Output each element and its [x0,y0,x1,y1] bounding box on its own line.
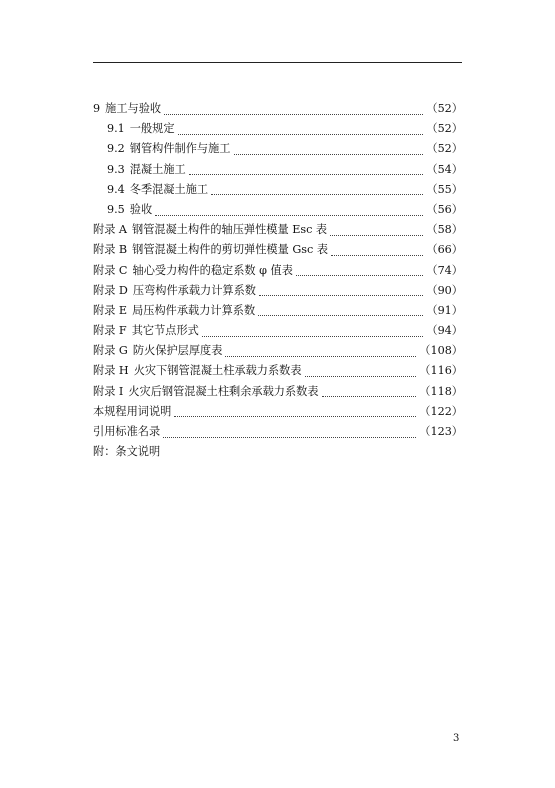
toc-entry-page: （118） [419,384,463,398]
toc-entry-appendix-h[interactable] [93,361,463,381]
toc-entry-title: 局压构件承载力计算系数 [132,303,256,317]
toc-entry-page: （54） [426,162,463,176]
toc-entry-number: 9.5 [107,202,125,216]
toc-entry-page: （55） [426,182,463,196]
toc-entry-title: 钢管混凝土构件的剪切弹性模量 Gsc 表 [132,243,329,257]
toc-entry-number: 附录 C [93,263,128,277]
toc-entry-title: 附：条文说明 [93,445,161,459]
toc-entry-title: 火灾下钢管混凝土柱承载力系数表 [133,364,302,378]
toc-entry-page: （108） [419,344,463,358]
toc-entry-page: （91） [426,303,463,317]
toc-entry-9-3[interactable] [93,160,463,180]
toc-entry-page: （74） [426,263,463,277]
toc-entry-number: 9.1 [107,122,125,136]
toc-entry-9[interactable] [93,99,463,119]
toc-entry-9-4[interactable] [93,180,463,200]
toc-leader-dots [258,303,423,316]
toc-entry-page: （94） [426,324,463,338]
toc-entry-title: 钢管构件制作与施工 [129,142,231,156]
toc-entry-appendix-e[interactable] [93,301,463,321]
toc-entry-number: 附录 I [93,384,124,398]
toc-entry-title: 一般规定 [129,122,175,136]
toc-leader-dots [155,203,423,216]
toc-entry-title: 验收 [129,202,153,216]
toc-leader-dots [174,404,416,417]
toc-entry-title: 引用标准名录 [93,425,161,438]
toc-leader-dots [202,324,424,337]
toc-entry-page: （116） [419,364,463,378]
toc-entry-appendix-d[interactable] [93,281,463,301]
toc-leader-dots [259,283,423,296]
toc-entry-number: 附录 F [93,324,127,338]
toc-entry-wording-explanation[interactable] [93,402,463,422]
toc-leader-dots [305,364,417,377]
toc-entry-title: 火灾后钢管混凝土柱剩余承载力系数表 [128,384,319,398]
toc-entry-number: 附录 A [93,223,128,237]
toc-entry-9-1[interactable] [93,119,463,139]
toc-entry-number: 附录 E [93,303,128,317]
toc-entry-appendix-a[interactable] [93,220,463,240]
toc-entry-page: （122） [419,404,463,418]
toc-leader-dots [163,425,416,438]
toc-entry-page: （52） [426,102,463,115]
table-of-contents [93,99,463,462]
toc-entry-9-5[interactable] [93,200,463,220]
toc-entry-page: （52） [426,142,463,156]
toc-entry-page: （52） [426,122,463,136]
toc-leader-dots [296,263,423,276]
toc-entry-appendix-g[interactable] [93,341,463,361]
toc-entry-title: 压弯构件承载力计算系数 [132,283,256,297]
toc-entry-number: 9 [93,102,101,115]
toc-entry-9-2[interactable] [93,139,463,159]
toc-entry-appendix-b[interactable] [93,240,463,260]
toc-entry-appendix-c[interactable] [93,261,463,281]
toc-entry-title: 轴心受力构件的稳定系数 φ 值表 [132,263,293,277]
toc-entry-page: （58） [426,223,463,237]
toc-entry-page: （90） [426,283,463,297]
toc-entry-title: 混凝土施工 [129,162,186,176]
toc-entry-title: 钢管混凝土构件的轴压弹性模量 Esc 表 [132,223,328,237]
toc-entry-commentary[interactable] [93,442,463,462]
toc-entry-number: 附录 H [93,364,129,378]
toc-entry-number: 9.2 [107,142,125,156]
toc-entry-appendix-i[interactable] [93,382,463,402]
toc-entry-number: 9.4 [107,182,125,196]
toc-entry-number: 附录 D [93,283,128,297]
toc-entry-page: （123） [419,425,463,438]
toc-leader-dots [331,243,423,256]
toc-entry-title: 本规程用词说明 [93,404,172,418]
toc-leader-dots [234,142,424,155]
header-rule [93,62,462,63]
toc-leader-dots [164,102,423,115]
toc-leader-dots [211,182,423,195]
toc-leader-dots [330,223,423,236]
toc-entry-number: 9.3 [107,162,125,176]
toc-entry-title: 防火保护层厚度表 [132,344,223,358]
toc-entry-page: （66） [426,243,463,257]
page-number: 3 [453,733,460,744]
toc-entry-referenced-standards[interactable] [93,422,463,442]
toc-entry-appendix-f[interactable] [93,321,463,341]
toc-leader-dots [189,162,424,175]
toc-entry-title: 施工与验收 [105,102,162,115]
toc-leader-dots [322,384,417,397]
toc-leader-dots [225,344,416,357]
toc-leader-dots [178,122,424,135]
toc-entry-page: （56） [426,202,463,216]
toc-entry-title: 其它节点形式 [131,324,199,338]
toc-entry-number: 附录 G [93,344,128,358]
toc-entry-number: 附录 B [93,243,128,257]
toc-entry-title: 冬季混凝土施工 [129,182,209,196]
